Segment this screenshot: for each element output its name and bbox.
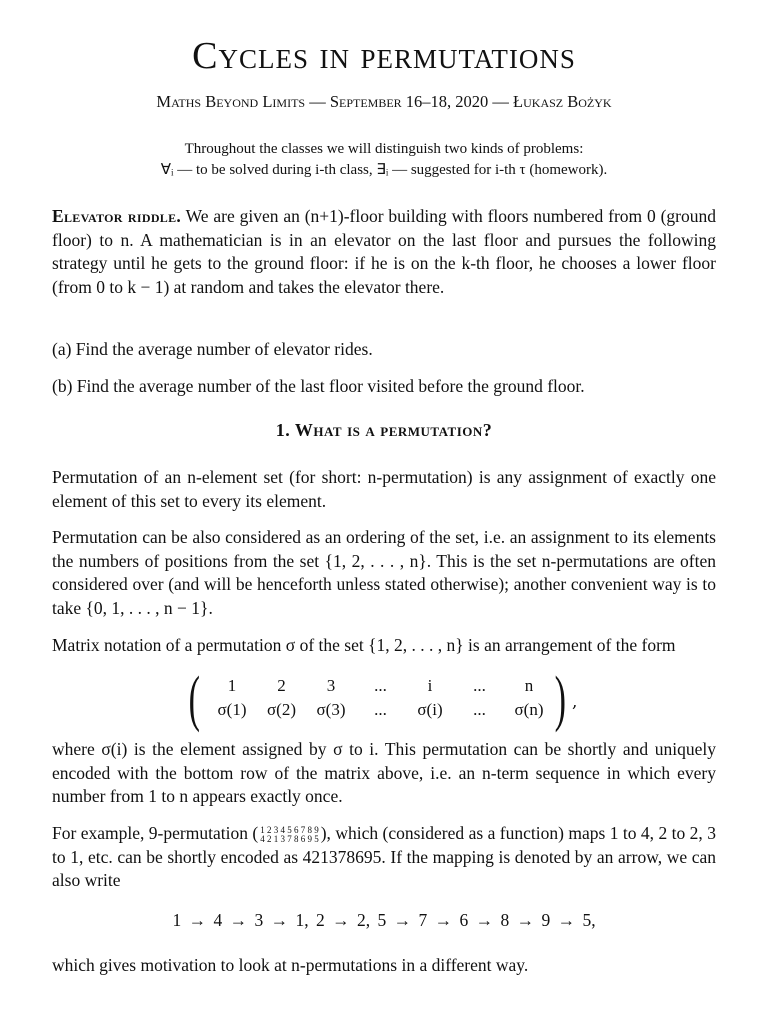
page-title: Cycles in permutations [192,35,576,77]
intro-note [52,139,716,181]
left-paren: ( [188,665,201,733]
elevator-body: We are given an (n+1)-floor building with floors numbered from 0 (ground floor) to n. A mathematician is in an elevator on the last floor and pursues the following strategy until he gets to the ground floor: if he is on the k-th floor, he chooses a lower floor (from 0 to k − 1) at random and takes the elevator there. [52,206,716,297]
matrix-cell: 1 [227,676,237,695]
matrix-top-row [208,676,553,696]
elevator-heading: Elevator riddle. [52,206,182,226]
matrix-cell: ... [473,676,486,695]
byline: Maths Beyond Limits — September 16–18, 2020 — Łukasz Bożyk [156,92,612,111]
small-matrix-top: 1 2 3 4 5 6 7 8 9 [260,824,319,835]
elevator-riddle [52,205,716,299]
matrix-cell: σ(3) [316,700,346,719]
matrix-cell: n [524,676,534,695]
matrix-cell: 2 [277,676,286,695]
matrix-cell: σ(n) [514,700,544,719]
matrix-cell: ... [473,700,486,719]
paragraph-matrix-notation: Matrix notation of a permutation σ of the set {1, 2, . . . , n} is an arrangement of the form [52,635,676,655]
matrix-cell: 3 [326,676,336,695]
matrix-notation [188,665,628,733]
question-b: (b) Find the average number of the last floor visited before the ground floor. [52,376,585,396]
section-title: 1. What is a permutation? [275,420,493,440]
matrix-cell: ... [374,700,387,719]
paragraph-sigma: where σ(i) is the element assigned by σ to i. This permutation can be shortly and uniquely encoded with the bottom row of the matrix above, i.e. an n-term sequence in which every number from 1 to n appears exactly once. [52,739,716,806]
matrix-cell: σ(2) [267,700,296,719]
example-text-start: For example, 9-permutation ( [52,823,259,843]
small-matrix-bottom: 4 2 1 3 7 8 6 9 5 [260,833,319,844]
matrix-cell: σ(1) [217,700,247,719]
intro-line-1: Throughout the classes we will distinguish two kinds of problems: [184,141,584,157]
paragraph-permutation-def: Permutation of an n-element set (for short: n-permutation) is any assignment of exactly one element of this set to every its element. [52,467,716,511]
right-paren: ) [554,665,567,733]
paragraph-example [52,822,716,893]
small-matrix [260,826,319,844]
matrix-bottom-row [208,700,553,720]
intro-line-2: ∀ᵢ — to be solved during i-th class, ∃ᵢ — suggested for i-th τ (homework). [160,162,608,178]
matrix-cell: ... [374,676,387,695]
matrix-cell: σ(i) [417,700,443,719]
paragraph-motivation: which gives motivation to look at n-permutations in a different way. [52,955,529,975]
paragraph-ordering: Permutation can be also considered as an ordering of the set, i.e. an assignment to its elements the numbers of positions from the set {1, 2, . . . , n}. This is the set n-permutations are often considered over (and will be henceforth unless stated otherwise); another convenient way is to take {0, 1, . . . , n − 1}. [52,527,716,618]
question-a: (a) Find the average number of elevator rides. [52,339,373,359]
matrix-comma: , [572,692,578,712]
example-text-end: ), which (considered as a function) maps 1 to 4, 2 to 2, 3 to 1, etc. can be shortly encoded as 421378695. If the mapping is denoted by an arrow, we can also write [52,823,716,890]
arrow-cycles: 1 → 4 → 3 → 1, 2 → 2, 5 → 7 → 6 → 8 → 9 → 5, [172,910,596,930]
matrix-cell: i [427,676,433,695]
